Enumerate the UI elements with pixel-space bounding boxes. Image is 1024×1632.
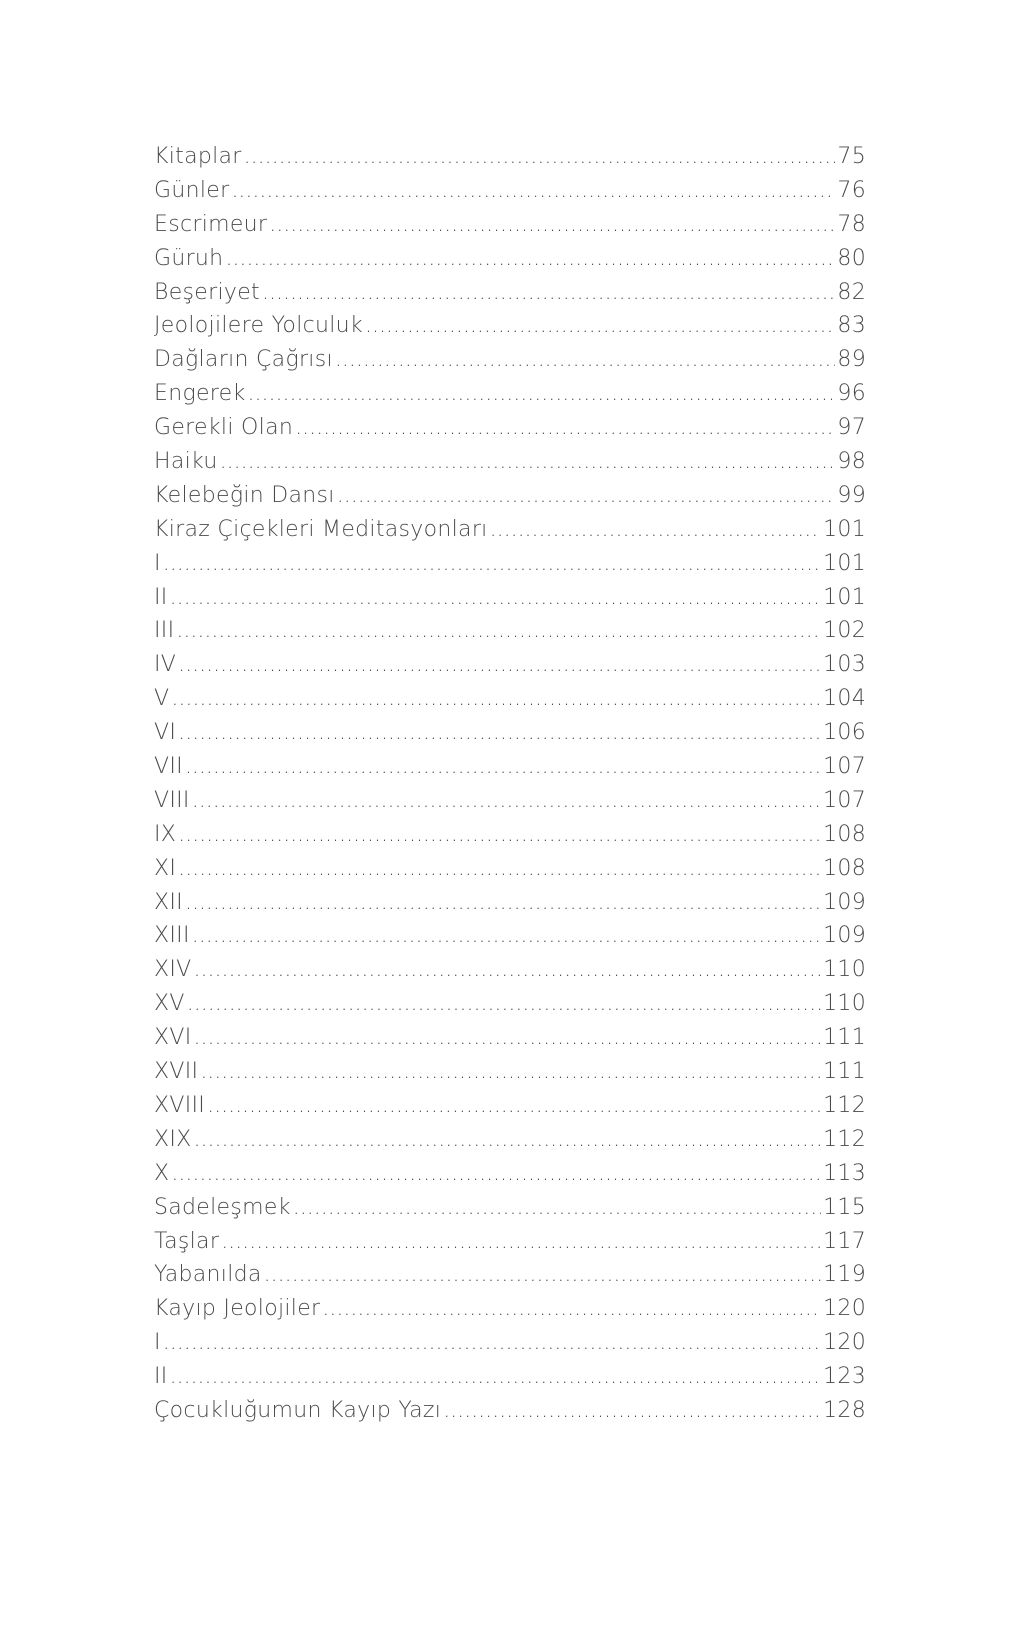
toc-entry: [154, 313, 866, 347]
toc-entry-page-number: 101: [823, 550, 866, 576]
toc-entry-page-number: 96: [837, 381, 866, 407]
toc-entry: [154, 618, 866, 652]
toc-dot-leader: [264, 1262, 821, 1287]
toc-dot-leader: [185, 890, 821, 915]
toc-dot-leader: [192, 923, 821, 948]
toc-entry: [154, 246, 866, 280]
toc-entry-title: Gerekli Olan: [154, 415, 294, 441]
toc-entry: [154, 212, 866, 246]
toc-entry-title: I: [154, 550, 161, 576]
toc-entry-page-number: 107: [823, 787, 866, 813]
toc-entry-title: Dağların Çağrısı: [154, 347, 333, 373]
toc-entry: [154, 822, 866, 856]
toc-entry: [154, 517, 866, 551]
toc-entry-title: Taşlar: [154, 1228, 220, 1254]
toc-dot-leader: [293, 1195, 821, 1220]
toc-entry-title: Güruh: [154, 245, 224, 271]
toc-entry-page-number: 102: [823, 618, 866, 644]
toc-dot-leader: [244, 144, 836, 169]
toc-entry: [154, 788, 866, 822]
toc-entry-page-number: 76: [837, 177, 866, 203]
toc-entry-page-number: 112: [823, 1126, 866, 1152]
toc-dot-leader: [178, 720, 821, 745]
toc-entry-page-number: 110: [823, 991, 866, 1017]
toc-entry: [154, 1161, 866, 1195]
toc-dot-leader: [176, 618, 821, 643]
toc-dot-leader: [185, 754, 821, 779]
toc-dot-leader: [443, 1398, 821, 1423]
toc-entry-title: XVII: [154, 1059, 199, 1085]
toc-entry: [154, 415, 866, 449]
toc-entry-title: V: [154, 686, 170, 712]
toc-entry: [154, 381, 866, 415]
toc-dot-leader: [170, 1364, 822, 1389]
toc-entry: [154, 1025, 866, 1059]
toc-entry-page-number: 82: [837, 279, 866, 305]
toc-entry-page-number: 128: [823, 1397, 866, 1423]
toc-entry-page-number: 99: [837, 482, 866, 508]
toc-entry: [154, 1093, 866, 1127]
toc-entry-title: VII: [154, 754, 183, 780]
toc-dot-leader: [163, 551, 821, 576]
toc-dot-leader: [171, 1161, 821, 1186]
toc-entry: [154, 890, 866, 924]
toc-entry: [154, 1296, 866, 1330]
toc-entry: [154, 991, 866, 1025]
toc-entry-title: IX: [154, 821, 177, 847]
toc-entry-page-number: 119: [823, 1262, 866, 1288]
toc-entry-title: Yabanılda: [154, 1262, 262, 1288]
toc-dot-leader: [171, 686, 821, 711]
toc-entry-page-number: 115: [823, 1194, 866, 1220]
toc-dot-leader: [194, 957, 822, 982]
toc-entry-page-number: 120: [823, 1296, 866, 1322]
toc-dot-leader: [170, 585, 822, 610]
toc-entry-title: Çocukluğumun Kayıp Yazı: [154, 1397, 442, 1423]
toc-entry-page-number: 108: [823, 855, 866, 881]
toc-entry-title: Beşeriyet: [154, 279, 260, 305]
toc-dot-leader: [322, 1296, 821, 1321]
toc-entry-title: Kelebeğin Dansı: [154, 482, 335, 508]
toc-entry-page-number: 108: [823, 821, 866, 847]
toc-entry-page-number: 101: [823, 516, 866, 542]
toc-entry-page-number: 106: [823, 720, 866, 746]
toc-dot-leader: [490, 517, 822, 542]
toc-entry-page-number: 110: [823, 957, 866, 983]
toc-entry-title: XIX: [154, 1126, 192, 1152]
toc-entry-title: Kiraz Çiçekleri Meditasyonları: [154, 516, 488, 542]
toc-entry-title: Escrimeur: [154, 211, 268, 237]
toc-dot-leader: [178, 856, 821, 881]
toc-entry: [154, 449, 866, 483]
toc-entry-title: VIII: [154, 787, 190, 813]
toc-entry-title: I: [154, 1330, 161, 1356]
toc-entry-page-number: 123: [823, 1364, 866, 1390]
toc-entry-title: XV: [154, 991, 185, 1017]
toc-entry-page-number: 120: [823, 1330, 866, 1356]
toc-entry: [154, 280, 866, 314]
toc-entry: [154, 551, 866, 585]
toc-entry: [154, 686, 866, 720]
toc-entry-title: XI: [154, 855, 177, 881]
toc-entry-page-number: 111: [823, 1059, 866, 1085]
toc-entry: [154, 1127, 866, 1161]
toc-entry-title: IV: [154, 652, 177, 678]
toc-entry: [154, 754, 866, 788]
toc-entry: [154, 923, 866, 957]
toc-entry-page-number: 107: [823, 754, 866, 780]
toc-entry-title: XIV: [154, 957, 192, 983]
toc-entry-page-number: 75: [837, 144, 866, 169]
toc-dot-leader: [225, 246, 835, 271]
toc-entry-title: XVIII: [154, 1092, 206, 1118]
toc-entry-page-number: 111: [823, 1025, 866, 1051]
toc-entry-page-number: 113: [823, 1160, 866, 1186]
toc-entry: [154, 1364, 866, 1398]
toc-entry-title: II: [154, 1364, 168, 1390]
toc-dot-leader: [192, 788, 821, 813]
toc-entry-title: X: [154, 1160, 170, 1186]
toc-dot-leader: [295, 415, 835, 440]
toc-dot-leader: [178, 652, 821, 677]
toc-entry-title: Engerek: [154, 381, 246, 407]
toc-entry-title: VI: [154, 720, 177, 746]
toc-entry: [154, 1330, 866, 1364]
toc-entry: [154, 1398, 866, 1432]
toc-dot-leader: [187, 991, 821, 1016]
toc-entry-title: Kitaplar: [154, 144, 242, 169]
toc-entry-page-number: 109: [823, 923, 866, 949]
toc-entry: [154, 585, 866, 619]
toc-dot-leader: [221, 1229, 821, 1254]
toc-entry: [154, 720, 866, 754]
toc-entry: [154, 483, 866, 517]
toc-entry-page-number: 101: [823, 584, 866, 610]
toc-entry-page-number: 80: [837, 245, 866, 271]
toc-dot-leader: [231, 178, 835, 203]
toc-entry-title: XVI: [154, 1025, 192, 1051]
toc-entry-page-number: 112: [823, 1092, 866, 1118]
toc-entry-page-number: 104: [823, 686, 866, 712]
toc-dot-leader: [163, 1330, 821, 1355]
toc-dot-leader: [194, 1025, 822, 1050]
toc-dot-leader: [178, 822, 821, 847]
toc-entry-title: Kayıp Jeolojiler: [154, 1296, 321, 1322]
toc-entry: [154, 856, 866, 890]
toc-entry-page-number: 109: [823, 889, 866, 915]
table-of-contents: [154, 144, 866, 1432]
toc-entry-title: II: [154, 584, 168, 610]
toc-dot-leader: [365, 313, 835, 338]
toc-entry: [154, 957, 866, 991]
toc-entry-title: XIII: [154, 923, 190, 949]
toc-dot-leader: [262, 280, 835, 305]
toc-entry: [154, 1262, 866, 1296]
toc-entry: [154, 347, 866, 381]
toc-entry-page-number: 103: [823, 652, 866, 678]
toc-entry-page-number: 89: [837, 347, 866, 373]
toc-entry-title: Jeolojilere Yolculuk: [154, 313, 363, 339]
toc-entry: [154, 144, 866, 178]
toc-dot-leader: [335, 347, 836, 372]
toc-entry-page-number: 78: [837, 211, 866, 237]
toc-entry-page-number: 117: [823, 1228, 866, 1254]
toc-entry-title: Sadeleşmek: [154, 1194, 291, 1220]
toc-entry-title: Haiku: [154, 449, 218, 475]
toc-dot-leader: [207, 1093, 821, 1118]
toc-entry-page-number: 97: [837, 415, 866, 441]
toc-entry-page-number: 83: [837, 313, 866, 339]
toc-dot-leader: [220, 449, 836, 474]
toc-dot-leader: [269, 212, 835, 237]
toc-entry: [154, 652, 866, 686]
toc-dot-leader: [337, 483, 836, 508]
toc-entry-title: III: [154, 618, 175, 644]
toc-entry: [154, 1059, 866, 1093]
toc-entry: [154, 178, 866, 212]
toc-dot-leader: [194, 1127, 822, 1152]
toc-entry-page-number: 98: [837, 449, 866, 475]
toc-entry-title: XII: [154, 889, 183, 915]
toc-entry-title: Günler: [154, 177, 230, 203]
toc-entry: [154, 1195, 866, 1229]
toc-entry: [154, 1229, 866, 1263]
toc-dot-leader: [248, 381, 836, 406]
toc-dot-leader: [200, 1059, 821, 1084]
